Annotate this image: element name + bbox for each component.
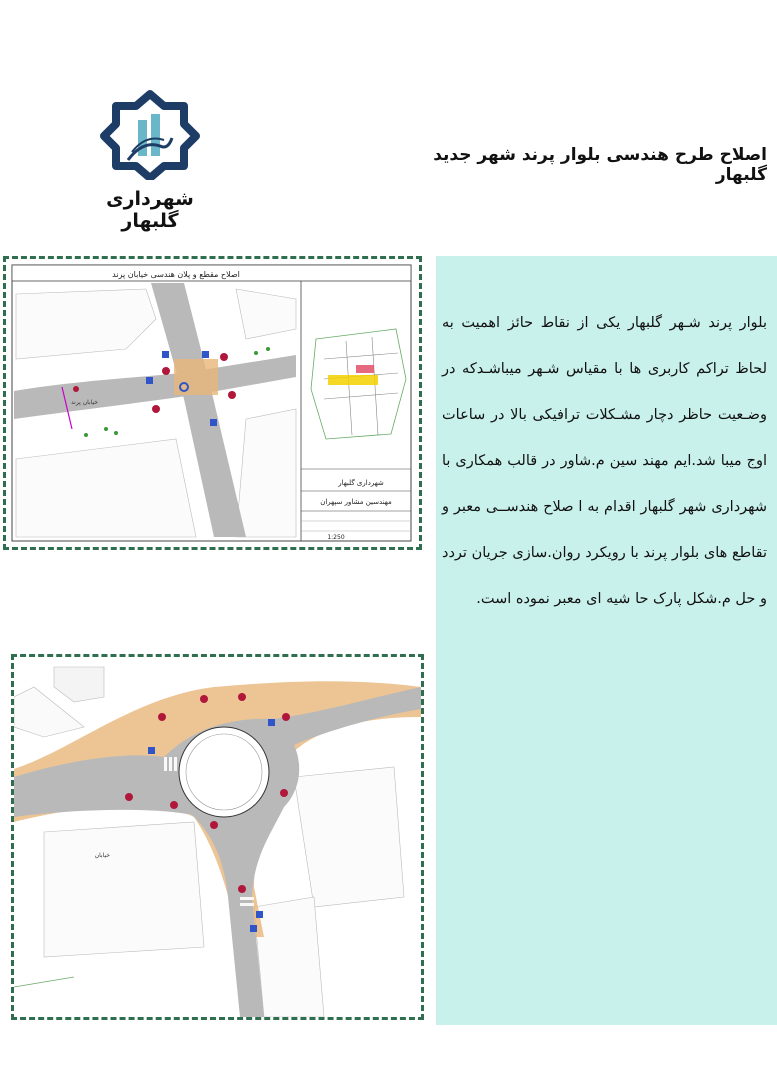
street-label-secondary: خیابان xyxy=(94,852,110,859)
document-title: اصلاح طرح هندسی بلوار پرند شهر جدید گلبهار xyxy=(433,145,767,185)
roundabout-plan-drawing xyxy=(14,657,421,1017)
consultant-name: مهندسین مشاور سپهران xyxy=(320,498,392,506)
golbahar-municipality-logo-icon xyxy=(98,90,202,180)
plan-sheet-frame xyxy=(3,256,422,550)
street-label: خیابان پرند xyxy=(71,399,98,406)
org-name: شهرداری گلبهار xyxy=(106,188,194,232)
sheet-title: اصلاح مقطع و پلان هندسی خیابان پرند xyxy=(112,270,240,279)
scale-label: 1:250 xyxy=(327,534,345,541)
roundabout-plan-frame xyxy=(11,654,424,1020)
client-name: شهرداری گلبهار xyxy=(338,479,384,487)
plan-sheet-drawing xyxy=(6,259,419,547)
logo-block xyxy=(80,90,220,232)
body-paragraph: بلوار پرند شـهر گلبهار یکی از نقاط حائز اهمیت به لحاظ تراکم کاربری ها با مقیاس شـهر میباشـدکه در وضـعیت حاظر دچار مشـکلات ترافیکی بالا در ساعات اوج میبا شد.ایم مهند سین م.شاور در قالب همکاری با شهرداری شهر گلبهار اقدام به ا صلاح هندســی معبر و تقاطع های بلوار پرند با رویکرد روان.سازی جریان تردد و حل م.شکل پارک حا شیه ای معبر نموده است. xyxy=(442,315,767,607)
